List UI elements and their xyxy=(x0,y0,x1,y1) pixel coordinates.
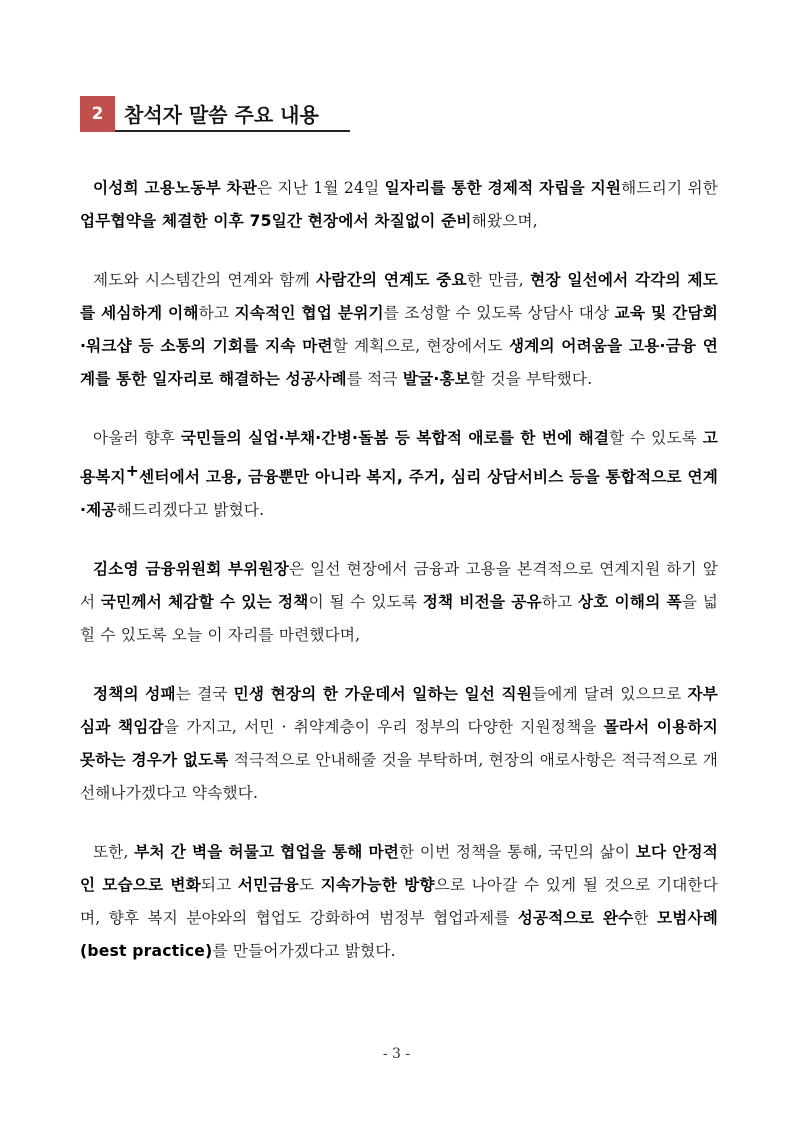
emphasized-text: 상호 이해의 폭 xyxy=(578,593,682,612)
body-text: 은 지난 1월 24일 xyxy=(257,179,385,197)
body-text: 를 조성할 수 있도록 상담사 대상 xyxy=(383,304,615,322)
body-text: 아울러 향후 xyxy=(93,429,181,447)
body-text: 을 가지고, 서민 · 취약계층이 우리 정부의 다양한 지원정책을 xyxy=(163,718,604,737)
body-text: 한 xyxy=(633,909,657,928)
body-text: 하고 xyxy=(541,593,579,612)
emphasized-text: 현장 일선에서 각각의 제도를 세심하게 이해 xyxy=(80,271,718,322)
emphasized-text: 지속적인 협업 분위기 xyxy=(234,304,384,322)
paragraph xyxy=(80,422,718,527)
body-text: 적극적으로 안내해줄 것을 부탁하며, 현장의 애로사항은 적극적으로 개선해나가겠다고 약속했다. xyxy=(80,751,718,803)
emphasized-text: 정책의 성패 xyxy=(93,685,176,704)
emphasized-text: 보다 안정적인 모습으로 변화 xyxy=(80,843,718,895)
emphasized-text: + xyxy=(125,462,140,480)
paragraph xyxy=(80,553,718,652)
emphasized-text: 부처 간 벽을 허물고 협업을 통해 마련 xyxy=(134,843,400,862)
emphasized-text: 민생 현장의 한 가운데서 일하는 일선 직원 xyxy=(233,685,533,704)
emphasized-text: 서민금융 xyxy=(237,876,299,895)
document-body xyxy=(80,172,718,994)
emphasized-text: 국민께서 체감할 수 있는 정책 xyxy=(100,593,309,612)
emphasized-text: 정책 비전을 공유 xyxy=(422,593,542,612)
page-number: - 3 - xyxy=(382,1046,411,1062)
emphasized-text: 업무협약을 체결한 이후 75일간 현장에서 차질없이 준비 xyxy=(80,212,472,230)
body-text: 또한, xyxy=(93,843,135,862)
body-text: 제도와 시스템간의 연계와 함께 xyxy=(93,271,317,289)
body-text: 되고 xyxy=(200,876,238,895)
body-text: 은 일선 현장에서 금융과 고용을 본격적으로 연계지원 하기 앞서 xyxy=(80,560,718,612)
emphasized-text: 센터에서 고용, 금융뿐만 아니라 복지, 주거, 심리 상담서비스 등을 통합적으로 연계·제공 xyxy=(80,468,718,520)
emphasized-text: 생계의 어려움을 고용·금융 연계를 통한 일자리로 해결하는 성공사례 xyxy=(80,337,718,388)
section-number: 2 xyxy=(80,96,115,132)
paragraph xyxy=(80,172,718,238)
emphasized-text: 자부심과 책임감 xyxy=(80,685,718,737)
body-text: 할 것을 부탁했다. xyxy=(470,370,593,388)
body-text: 이 될 수 있도록 xyxy=(308,593,423,612)
body-text: 를 만들어가겠다고 밝혔다. xyxy=(212,942,396,961)
emphasized-text: 몰라서 이용하지 못하는 경우가 없도록 xyxy=(80,718,718,770)
body-text: 할 수 있도록 xyxy=(609,429,703,447)
emphasized-text: 교육 및 간담회·워크샵 등 소통의 기회를 지속 마련 xyxy=(80,304,719,355)
emphasized-text: 모범사례(best practice) xyxy=(80,909,718,961)
body-text: 도 xyxy=(298,876,321,895)
emphasized-text: 이성희 고용노동부 차관 xyxy=(93,179,258,197)
body-text: 는 결국 xyxy=(175,685,234,704)
paragraph xyxy=(80,836,718,968)
body-text: 을 넓힐 수 있도록 오늘 이 자리를 마련했다며, xyxy=(80,593,719,645)
body-text: 해드리겠다고 밝혔다. xyxy=(116,501,265,520)
body-text: 으로 나아갈 수 있게 될 것으로 기대한다며, 향후 복지 분야와의 협업도 강화하여 범정부 협업과제를 xyxy=(80,876,718,928)
emphasized-text: 일자리를 통한 경제적 자립을 지원 xyxy=(384,179,622,197)
body-text: 들에게 달려 있으므로 xyxy=(532,685,688,704)
emphasized-text: 발굴·홍보 xyxy=(402,370,471,388)
emphasized-text: 김소영 금융위원회 부위원장 xyxy=(93,560,289,579)
body-text: 해왔으며, xyxy=(471,212,538,230)
emphasized-text: 지속가능한 방향 xyxy=(320,876,435,895)
body-text: 한 만큼, xyxy=(466,271,531,289)
paragraph xyxy=(80,264,718,396)
section-title: 참석자 말씀 주요 내용 xyxy=(115,96,350,132)
paragraph xyxy=(80,678,718,810)
body-text: 할 계획으로, 현장에서도 xyxy=(332,337,509,355)
body-text: 한 이번 정책을 통해, 국민의 삶이 xyxy=(399,843,636,862)
emphasized-text: 성공적으로 완수 xyxy=(517,909,634,928)
section-header xyxy=(80,96,350,132)
emphasized-text: 국민들의 실업·부채·간병·돌봄 등 복합적 애로를 한 번에 해결 xyxy=(180,429,610,447)
body-text: 해드리기 위한 xyxy=(621,179,718,197)
emphasized-text: 고용복지 xyxy=(80,429,718,487)
emphasized-text: 사람간의 연계도 중요 xyxy=(316,271,467,289)
body-text: 를 적극 xyxy=(346,370,403,388)
body-text: 하고 xyxy=(198,304,235,322)
